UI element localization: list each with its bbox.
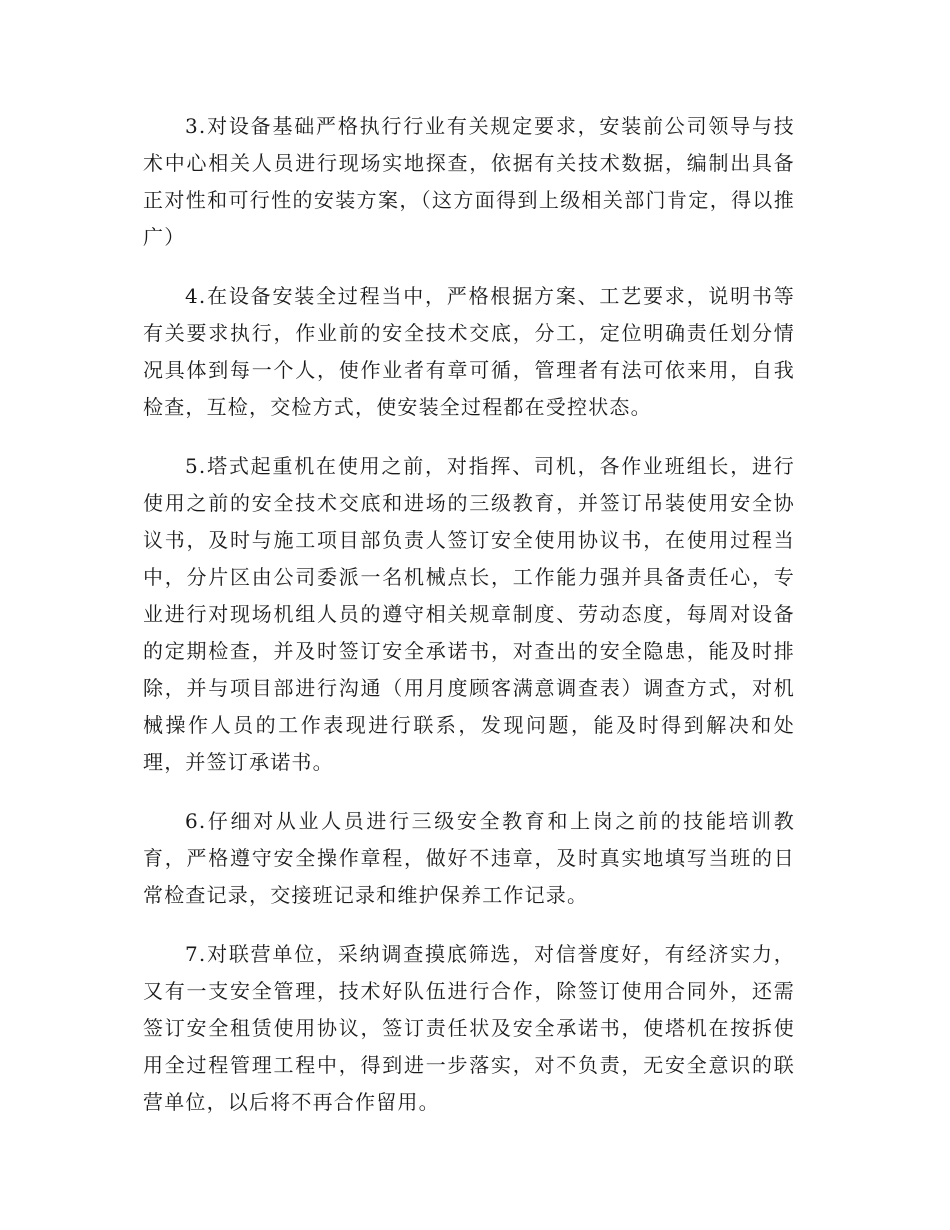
document-body: [143, 108, 795, 1143]
paragraph-item-6: 6.仔细对从业人员进行三级安全教育和上岗之前的技能培训教育，严格遵守安全操作章程，做好不违章，及时真实地填写当班的日常检查记录，交接班记录和维护保养工作记录。: [143, 809, 795, 907]
paragraph-item-7: 7.对联营单位，采纳调查摸底筛选，对信誉度好，有经济实力，又有一支安全管理，技术好队伍进行合作，除签订使用合同外，还需签订安全租赁使用协议，签订责任状及安全承诺书，使塔机在按拆使用全过程管理工程中，得到进一步落实，对不负责，无安全意识的联营单位，以后将不再合作留用。: [143, 942, 795, 1114]
paragraph-item-4: 4.在设备安装全过程当中，严格根据方案、工艺要求，说明书等有关要求执行，作业前的安全技术交底，分工，定位明确责任划分情况具体到每一个人，使作业者有章可循，管理者有法可依来用，自我检查，互检，交检方式，使安装全过程都在受控状态。: [143, 284, 795, 419]
paragraph-item-5: 5.塔式起重机在使用之前，对指挥、司机，各作业班组长，进行使用之前的安全技术交底和进场的三级教育，并签订吊装使用安全协议书，及时与施工项目部负责人签订安全使用协议书，在使用过程当中，分片区由公司委派一名机械点长，工作能力强并具备责任心，专业进行对现场机组人员的遵守相关规章制度、劳动态度，每周对设备的定期检查，并及时签订安全承诺书，对查出的安全隐患，能及时排除，并与项目部进行沟通（用月度顾客满意调查表）调查方式，对机械操作人员的工作表现进行联系，发现问题，能及时得到解决和处理，并签订承诺书。: [143, 454, 795, 774]
paragraph-item-3: 3.对设备基础严格执行行业有关规定要求，安装前公司领导与技术中心相关人员进行现场实地探查，依据有关技术数据，编制出具备正对性和可行性的安装方案，（这方面得到上级相关部门肯定，得以推广）: [143, 114, 795, 249]
